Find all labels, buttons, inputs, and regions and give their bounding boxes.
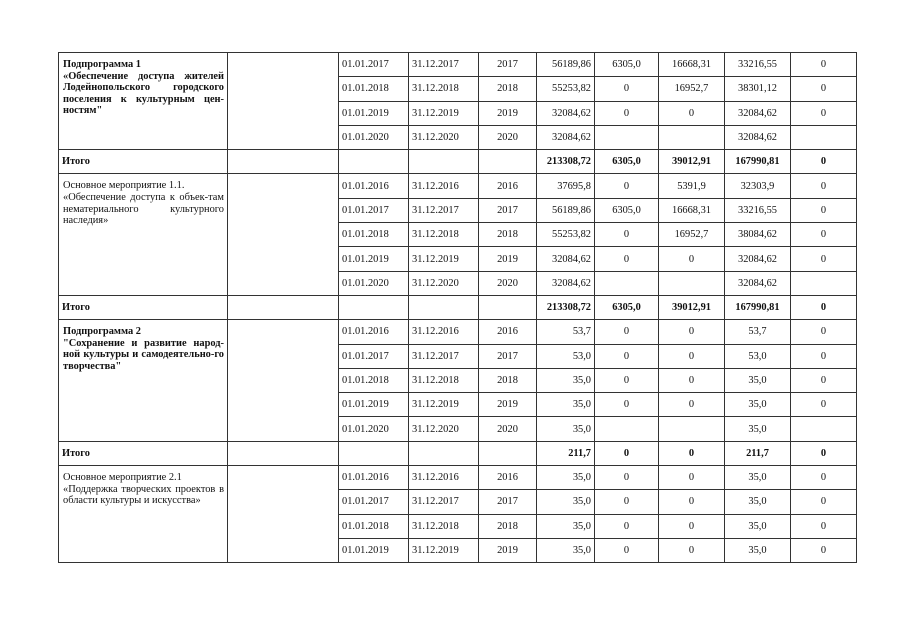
- year-cell: 2020: [479, 417, 537, 441]
- federal-cell: 6305,0: [595, 198, 659, 222]
- total-other-cell: 0: [791, 150, 857, 174]
- local-cell: 35,0: [725, 417, 791, 441]
- empty-cell: [409, 441, 479, 465]
- federal-cell: 0: [595, 77, 659, 101]
- other-cell: 0: [791, 223, 857, 247]
- start-date-cell: 01.01.2017: [339, 490, 409, 514]
- local-cell: 32303,9: [725, 174, 791, 198]
- total-local-cell: 167990,81: [725, 150, 791, 174]
- federal-cell: 0: [595, 514, 659, 538]
- empty-cell: [228, 174, 339, 295]
- regional-cell: [659, 417, 725, 441]
- start-date-cell: 01.01.2016: [339, 174, 409, 198]
- total-amount-cell: 35,0: [537, 538, 595, 562]
- start-date-cell: 01.01.2019: [339, 101, 409, 125]
- other-cell: 0: [791, 174, 857, 198]
- year-cell: 2017: [479, 490, 537, 514]
- local-cell: 38084,62: [725, 223, 791, 247]
- total-sum-cell: 213308,72: [537, 150, 595, 174]
- total-amount-cell: 35,0: [537, 417, 595, 441]
- regional-cell: 0: [659, 247, 725, 271]
- total-amount-cell: 32084,62: [537, 125, 595, 149]
- regional-cell: 16668,31: [659, 53, 725, 77]
- regional-cell: 0: [659, 101, 725, 125]
- start-date-cell: 01.01.2017: [339, 198, 409, 222]
- total-federal-cell: 6305,0: [595, 150, 659, 174]
- total-amount-cell: 35,0: [537, 514, 595, 538]
- empty-cell: [228, 441, 339, 465]
- total-regional-cell: 39012,91: [659, 295, 725, 319]
- year-cell: 2018: [479, 514, 537, 538]
- total-amount-cell: 37695,8: [537, 174, 595, 198]
- total-label: Итого: [59, 295, 228, 319]
- year-cell: 2019: [479, 247, 537, 271]
- program-title: Подпрограмма 2: [63, 326, 141, 338]
- total-sum-cell: 211,7: [537, 441, 595, 465]
- total-amount-cell: 56189,86: [537, 53, 595, 77]
- local-cell: 53,0: [725, 344, 791, 368]
- year-cell: 2016: [479, 320, 537, 344]
- year-cell: 2016: [479, 174, 537, 198]
- federal-cell: 0: [595, 344, 659, 368]
- federal-cell: 0: [595, 247, 659, 271]
- federal-cell: 0: [595, 101, 659, 125]
- end-date-cell: 31.12.2019: [409, 247, 479, 271]
- federal-cell: 6305,0: [595, 53, 659, 77]
- end-date-cell: 31.12.2018: [409, 368, 479, 392]
- other-cell: 0: [791, 320, 857, 344]
- total-amount-cell: 35,0: [537, 393, 595, 417]
- federal-cell: 0: [595, 174, 659, 198]
- end-date-cell: 31.12.2017: [409, 490, 479, 514]
- end-date-cell: 31.12.2016: [409, 320, 479, 344]
- program-title: Подпрограмма 1: [63, 59, 141, 70]
- year-cell: 2018: [479, 223, 537, 247]
- empty-cell: [479, 295, 537, 319]
- total-regional-cell: 39012,91: [659, 150, 725, 174]
- program-title: Основное мероприятие 1.1.: [63, 180, 185, 192]
- start-date-cell: 01.01.2018: [339, 223, 409, 247]
- other-cell: 0: [791, 538, 857, 562]
- start-date-cell: 01.01.2019: [339, 538, 409, 562]
- other-cell: 0: [791, 344, 857, 368]
- federal-cell: 0: [595, 393, 659, 417]
- start-date-cell: 01.01.2017: [339, 53, 409, 77]
- local-cell: 35,0: [725, 368, 791, 392]
- other-cell: 0: [791, 393, 857, 417]
- empty-cell: [409, 295, 479, 319]
- other-cell: 0: [791, 101, 857, 125]
- total-row: [59, 150, 857, 174]
- federal-cell: [595, 271, 659, 295]
- total-amount-cell: 35,0: [537, 368, 595, 392]
- federal-cell: 0: [595, 368, 659, 392]
- federal-cell: 0: [595, 466, 659, 490]
- end-date-cell: 31.12.2020: [409, 271, 479, 295]
- total-amount-cell: 56189,86: [537, 198, 595, 222]
- end-date-cell: 31.12.2018: [409, 77, 479, 101]
- regional-cell: [659, 125, 725, 149]
- start-date-cell: 01.01.2017: [339, 344, 409, 368]
- year-cell: 2017: [479, 344, 537, 368]
- end-date-cell: 31.12.2019: [409, 101, 479, 125]
- end-date-cell: 31.12.2019: [409, 393, 479, 417]
- program-description-cell: [59, 320, 228, 441]
- table-row: [59, 466, 857, 490]
- year-cell: 2018: [479, 77, 537, 101]
- local-cell: 35,0: [725, 514, 791, 538]
- empty-cell: [479, 150, 537, 174]
- total-regional-cell: 0: [659, 441, 725, 465]
- regional-cell: 0: [659, 490, 725, 514]
- table-row: [59, 320, 857, 344]
- total-label: Итого: [59, 441, 228, 465]
- local-cell: 32084,62: [725, 125, 791, 149]
- other-cell: [791, 417, 857, 441]
- start-date-cell: 01.01.2018: [339, 514, 409, 538]
- total-other-cell: 0: [791, 295, 857, 319]
- regional-cell: 0: [659, 320, 725, 344]
- end-date-cell: 31.12.2018: [409, 223, 479, 247]
- start-date-cell: 01.01.2019: [339, 393, 409, 417]
- regional-cell: [659, 271, 725, 295]
- start-date-cell: 01.01.2020: [339, 125, 409, 149]
- budget-table-body: [59, 53, 857, 563]
- end-date-cell: 31.12.2017: [409, 198, 479, 222]
- year-cell: 2020: [479, 271, 537, 295]
- local-cell: 32084,62: [725, 101, 791, 125]
- local-cell: 35,0: [725, 490, 791, 514]
- total-federal-cell: 6305,0: [595, 295, 659, 319]
- federal-cell: 0: [595, 490, 659, 514]
- end-date-cell: 31.12.2017: [409, 344, 479, 368]
- regional-cell: 16952,7: [659, 77, 725, 101]
- total-amount-cell: 32084,62: [537, 247, 595, 271]
- regional-cell: 0: [659, 393, 725, 417]
- program-description-cell: [59, 53, 228, 150]
- federal-cell: 0: [595, 223, 659, 247]
- regional-cell: 5391,9: [659, 174, 725, 198]
- total-amount-cell: 32084,62: [537, 101, 595, 125]
- start-date-cell: 01.01.2018: [339, 77, 409, 101]
- regional-cell: 0: [659, 344, 725, 368]
- regional-cell: 0: [659, 466, 725, 490]
- total-local-cell: 211,7: [725, 441, 791, 465]
- end-date-cell: 31.12.2018: [409, 514, 479, 538]
- total-local-cell: 167990,81: [725, 295, 791, 319]
- empty-cell: [228, 466, 339, 563]
- end-date-cell: 31.12.2020: [409, 125, 479, 149]
- total-amount-cell: 53,0: [537, 344, 595, 368]
- end-date-cell: 31.12.2019: [409, 538, 479, 562]
- regional-cell: 16668,31: [659, 198, 725, 222]
- empty-cell: [228, 295, 339, 319]
- total-amount-cell: 55253,82: [537, 223, 595, 247]
- total-amount-cell: 32084,62: [537, 271, 595, 295]
- empty-cell: [228, 150, 339, 174]
- table-row: [59, 53, 857, 77]
- table-row: [59, 174, 857, 198]
- total-amount-cell: 35,0: [537, 490, 595, 514]
- local-cell: 32084,62: [725, 271, 791, 295]
- end-date-cell: 31.12.2016: [409, 466, 479, 490]
- empty-cell: [409, 150, 479, 174]
- program-text: «Обеспечение доступа жителей Лодейнопольского городского поселения к культурным цен-ностям": [63, 70, 224, 117]
- other-cell: 0: [791, 77, 857, 101]
- start-date-cell: 01.01.2020: [339, 271, 409, 295]
- local-cell: 35,0: [725, 538, 791, 562]
- year-cell: 2020: [479, 125, 537, 149]
- other-cell: 0: [791, 53, 857, 77]
- regional-cell: 16952,7: [659, 223, 725, 247]
- year-cell: 2016: [479, 466, 537, 490]
- local-cell: 32084,62: [725, 247, 791, 271]
- regional-cell: 0: [659, 368, 725, 392]
- year-cell: 2017: [479, 198, 537, 222]
- local-cell: 33216,55: [725, 198, 791, 222]
- federal-cell: 0: [595, 320, 659, 344]
- total-amount-cell: 53,7: [537, 320, 595, 344]
- program-text: «Обеспечение доступа к объек-там нематериального культурного наследия»: [63, 192, 224, 227]
- start-date-cell: 01.01.2016: [339, 320, 409, 344]
- program-description-cell: [59, 174, 228, 295]
- empty-cell: [339, 441, 409, 465]
- regional-cell: 0: [659, 514, 725, 538]
- local-cell: 53,7: [725, 320, 791, 344]
- total-row: [59, 295, 857, 319]
- start-date-cell: 01.01.2020: [339, 417, 409, 441]
- start-date-cell: 01.01.2018: [339, 368, 409, 392]
- program-text: «Поддержка творческих проектов в области культуры и искусства»: [63, 483, 224, 507]
- empty-cell: [339, 295, 409, 319]
- other-cell: 0: [791, 368, 857, 392]
- other-cell: 0: [791, 490, 857, 514]
- other-cell: 0: [791, 514, 857, 538]
- local-cell: 35,0: [725, 466, 791, 490]
- start-date-cell: 01.01.2019: [339, 247, 409, 271]
- end-date-cell: 31.12.2016: [409, 174, 479, 198]
- regional-cell: 0: [659, 538, 725, 562]
- empty-cell: [479, 441, 537, 465]
- federal-cell: [595, 417, 659, 441]
- program-text: "Сохранение и развитие народ-ной культуры и самодеятельно-го творчества": [63, 337, 224, 373]
- total-row: [59, 441, 857, 465]
- total-amount-cell: 35,0: [537, 466, 595, 490]
- budget-table: [58, 52, 857, 563]
- other-cell: [791, 125, 857, 149]
- total-sum-cell: 213308,72: [537, 295, 595, 319]
- local-cell: 33216,55: [725, 53, 791, 77]
- year-cell: 2019: [479, 538, 537, 562]
- program-description-cell: [59, 466, 228, 563]
- other-cell: [791, 271, 857, 295]
- total-other-cell: 0: [791, 441, 857, 465]
- empty-cell: [228, 53, 339, 150]
- local-cell: 38301,12: [725, 77, 791, 101]
- year-cell: 2018: [479, 368, 537, 392]
- total-federal-cell: 0: [595, 441, 659, 465]
- year-cell: 2019: [479, 101, 537, 125]
- other-cell: 0: [791, 247, 857, 271]
- year-cell: 2017: [479, 53, 537, 77]
- end-date-cell: 31.12.2017: [409, 53, 479, 77]
- federal-cell: 0: [595, 538, 659, 562]
- year-cell: 2019: [479, 393, 537, 417]
- other-cell: 0: [791, 198, 857, 222]
- program-title: Основное мероприятие 2.1: [63, 472, 182, 484]
- other-cell: 0: [791, 466, 857, 490]
- federal-cell: [595, 125, 659, 149]
- total-amount-cell: 55253,82: [537, 77, 595, 101]
- empty-cell: [228, 320, 339, 441]
- local-cell: 35,0: [725, 393, 791, 417]
- total-label: Итого: [59, 150, 228, 174]
- end-date-cell: 31.12.2020: [409, 417, 479, 441]
- start-date-cell: 01.01.2016: [339, 466, 409, 490]
- empty-cell: [339, 150, 409, 174]
